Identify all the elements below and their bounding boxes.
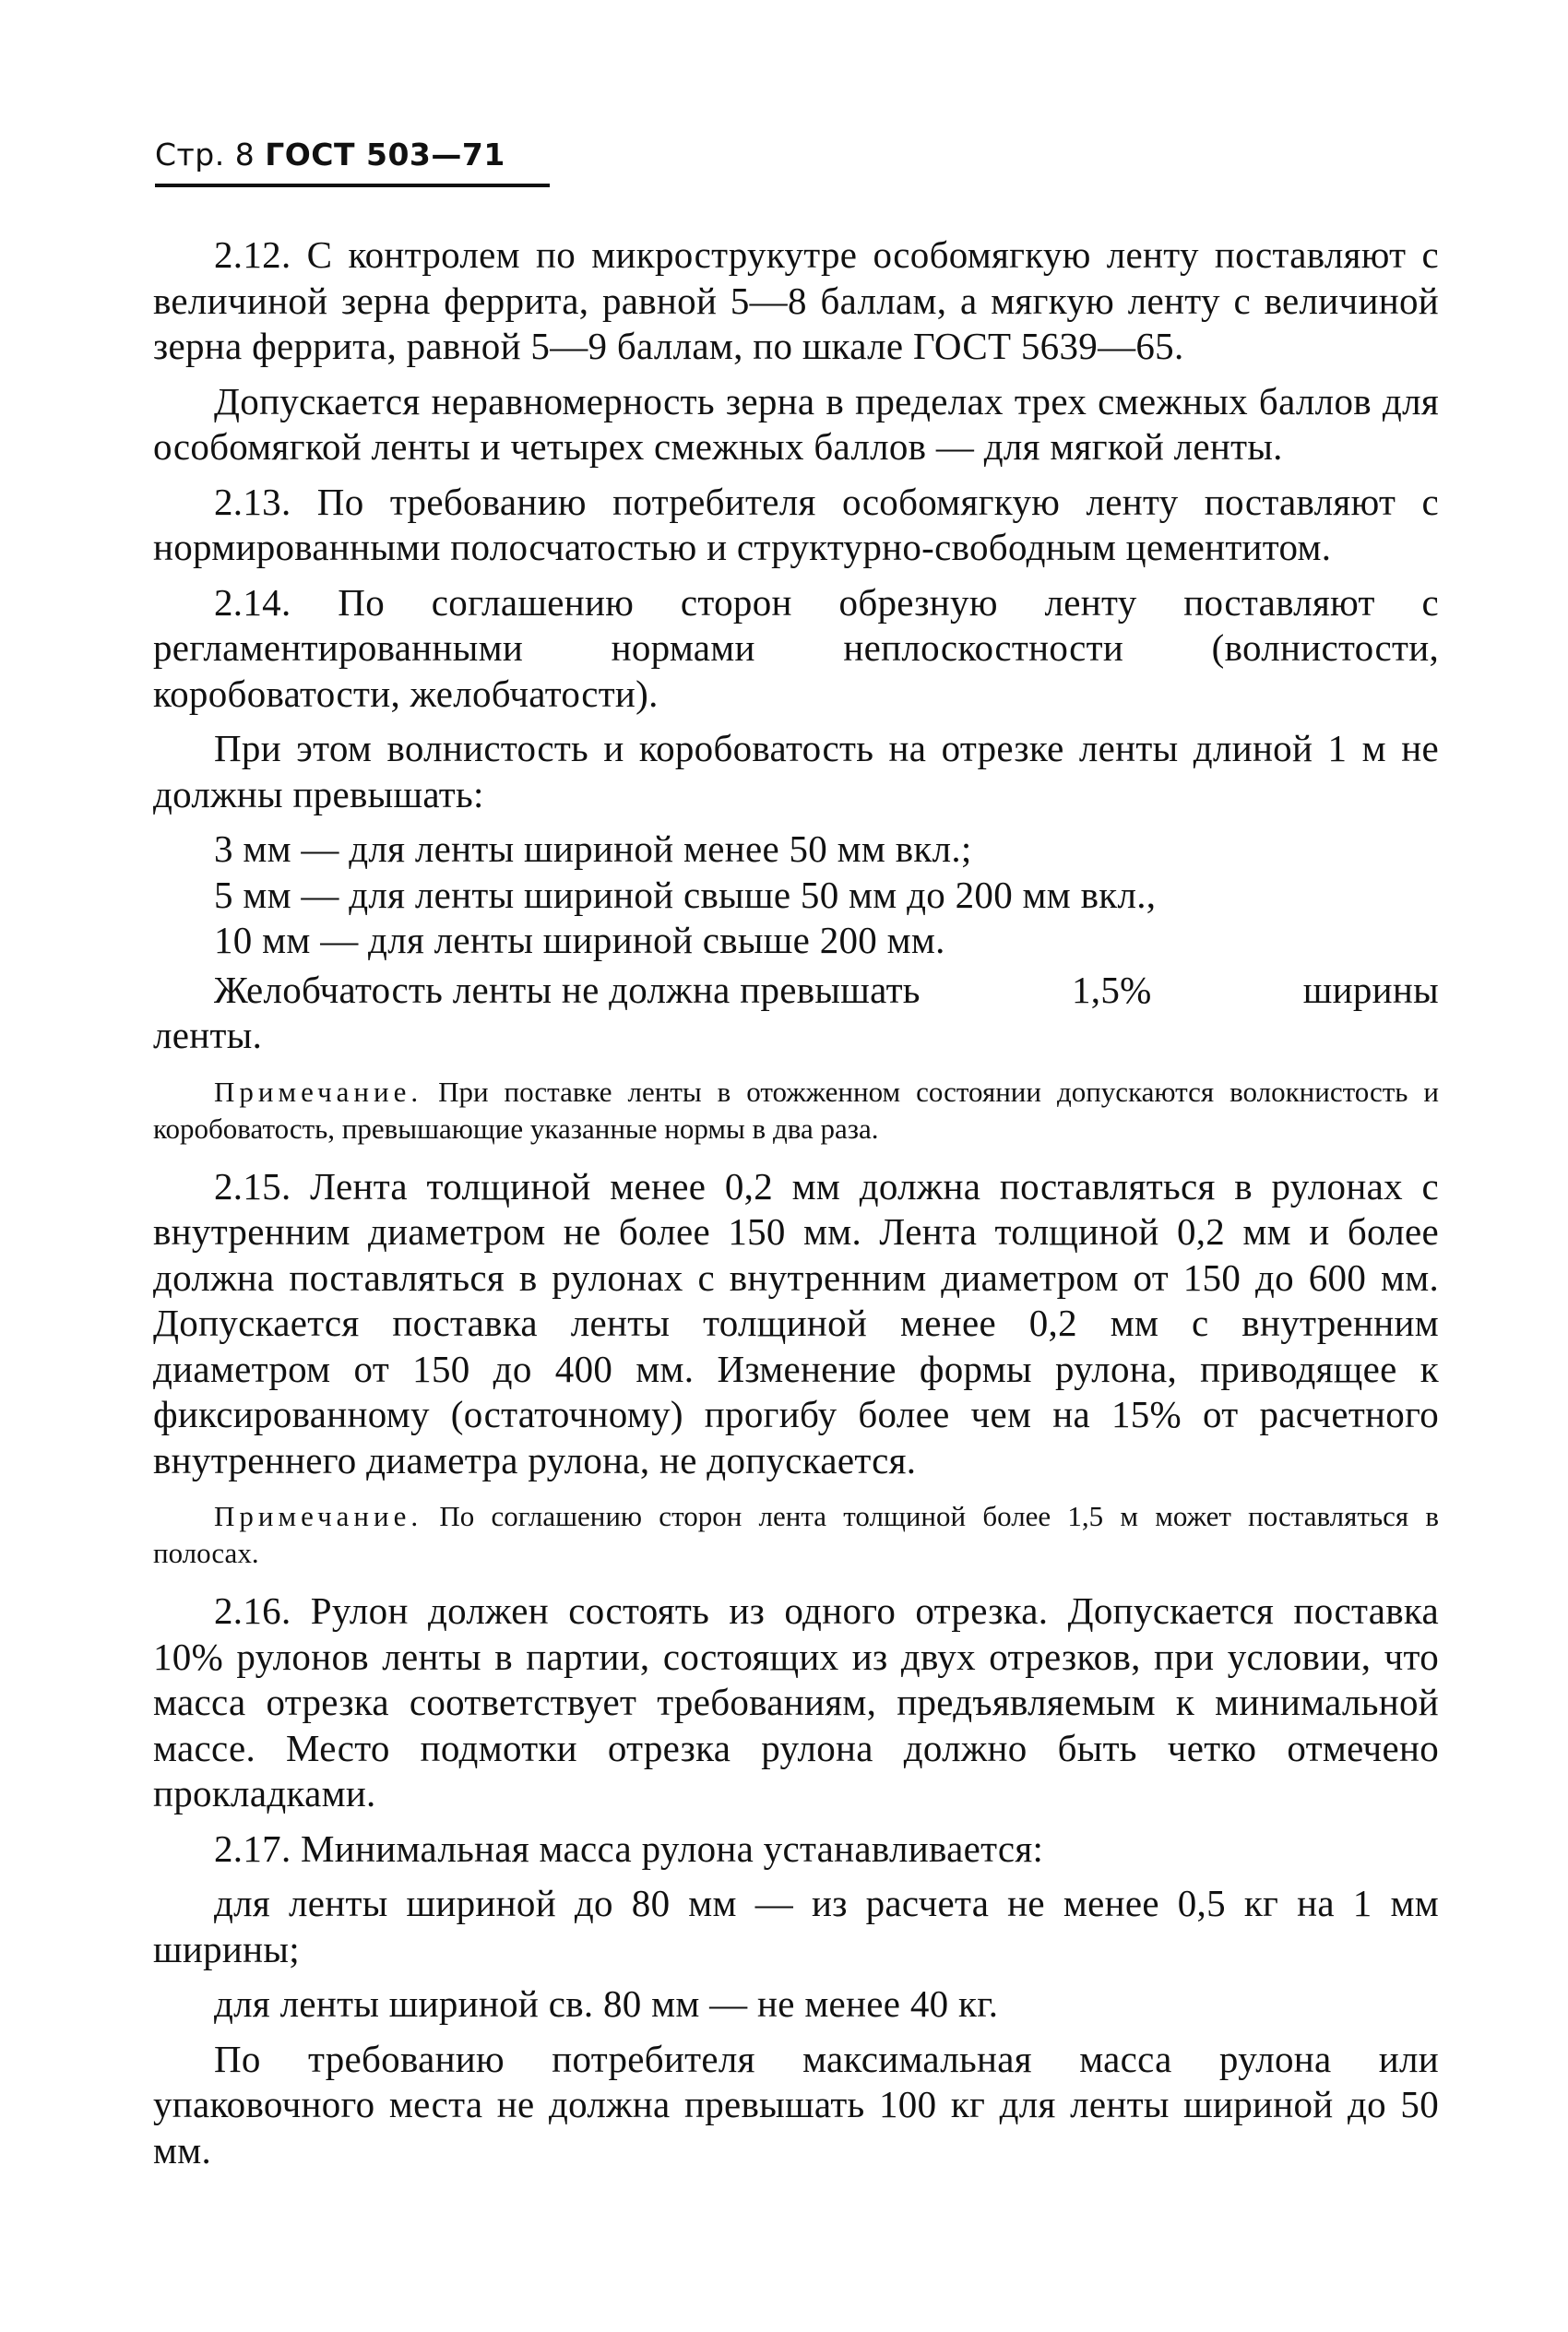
clause-2-17-paragraph-4: По требованию потребителя максимальная масса рулона или упаковочного места не должна превышать 100 кг для ленты шириной до 50 мм. <box>153 2037 1439 2171</box>
note-text: При поставке ленты в отожженном состоянии допускаются волокнистость и коробоватость, превышающие указанные нормы в два раза. <box>153 1075 1439 1145</box>
clause-2-14-paragraph-2: При этом волнистость и коробоватость на отрезке ленты длиной 1 м не должны превышать: <box>153 727 1439 815</box>
groove-line-left: Желобчатость ленты не должна превышать <box>214 968 921 1011</box>
standard-designation: ГОСТ 503—71 <box>265 137 505 173</box>
groove-line-end: ленты. <box>153 1014 263 1056</box>
page-number-label: Стр. 8 <box>155 137 255 173</box>
page-header <box>155 137 505 173</box>
clause-2-17: 2.17. Минимальная масса рулона устанавливается: <box>214 1826 1044 1870</box>
list-item: 5 мм — для ленты шириной свыше 50 мм до 200 мм вкл., <box>214 873 1157 916</box>
clause-2-12: 2.12. С контролем по микрострукутре особомягкую ленту поставляют с величиной зерна феррита, равной 5—8 баллам, а мягкую ленту с величиной зерна феррита, равной 5—9 баллам, по шкале ГОСТ 5639—65. <box>153 233 1439 367</box>
list-item: 3 мм — для ленты шириной менее 50 мм вкл.; <box>214 827 972 870</box>
clause-2-13: 2.13. По требованию потребителя особомягкую ленту поставляют с нормированными полосчатостью и структурно-свободным цементитом. <box>153 480 1439 568</box>
clause-2-17-paragraph-2: для ленты шириной до 80 мм — из расчета не менее 0,5 кг на 1 мм ширины; <box>153 1882 1439 1970</box>
groove-line-value: 1,5% <box>1071 968 1152 1011</box>
groove-line <box>153 968 1439 1014</box>
tolerance-list <box>153 827 1439 964</box>
header-rule <box>155 184 550 187</box>
clause-2-14: 2.14. По соглашению сторон обрезную ленту поставляют с регламентированными нормами неплоскостности (волнистости, коробоватости, желобчатости). <box>153 580 1439 715</box>
note-text: По соглашению сторон лента толщиной более 1,5 м может поставляться в полосах. <box>153 1500 1439 1569</box>
note-2-15 <box>153 1498 1439 1572</box>
groove-line-right: ширины <box>1302 968 1439 1011</box>
note-label: Примечание. <box>214 1075 423 1108</box>
clause-2-15: 2.15. Лента толщиной менее 0,2 мм должна поставляться в рулонах с внутренним диаметром не более 150 мм. Лента толщиной 0,2 мм и более должна поставляться в рулонах с внутренним диаметром от 150 до 600 мм. Допускается поставка ленты толщиной менее 0,2 мм с внутренним диаметром от 150 до 400 мм. Изменение формы рулона, приводящее к фиксированному (остаточному) прогибу более чем на 15% от расчетного внутреннего диаметра рулона, не допускается. <box>153 1164 1439 1481</box>
clause-2-16: 2.16. Рулон должен состоять из одного отрезка. Допускается поставка 10% рулонов ленты в партии, состоящих из двух отрезков, при условии, что масса отрезка соответствует требованиям, предъявляемым к минимальной массе. Место подмотки отрезка рулона должно быть четко отмечено прокладками. <box>153 1589 1439 1814</box>
list-item: 10 мм — для ленты шириной свыше 200 мм. <box>214 919 945 961</box>
note-2-14 <box>153 1074 1439 1148</box>
document-body <box>153 232 1439 2183</box>
clause-2-12-paragraph-2: Допускается неравномерность зерна в пределах трех смежных баллов для особомягкой ленты и четырех смежных баллов — для мягкой ленты. <box>153 379 1439 468</box>
clause-2-17-paragraph-3: для ленты шириной св. 80 мм — не менее 40 кг. <box>214 1982 999 2025</box>
note-label: Примечание. <box>214 1500 423 1532</box>
